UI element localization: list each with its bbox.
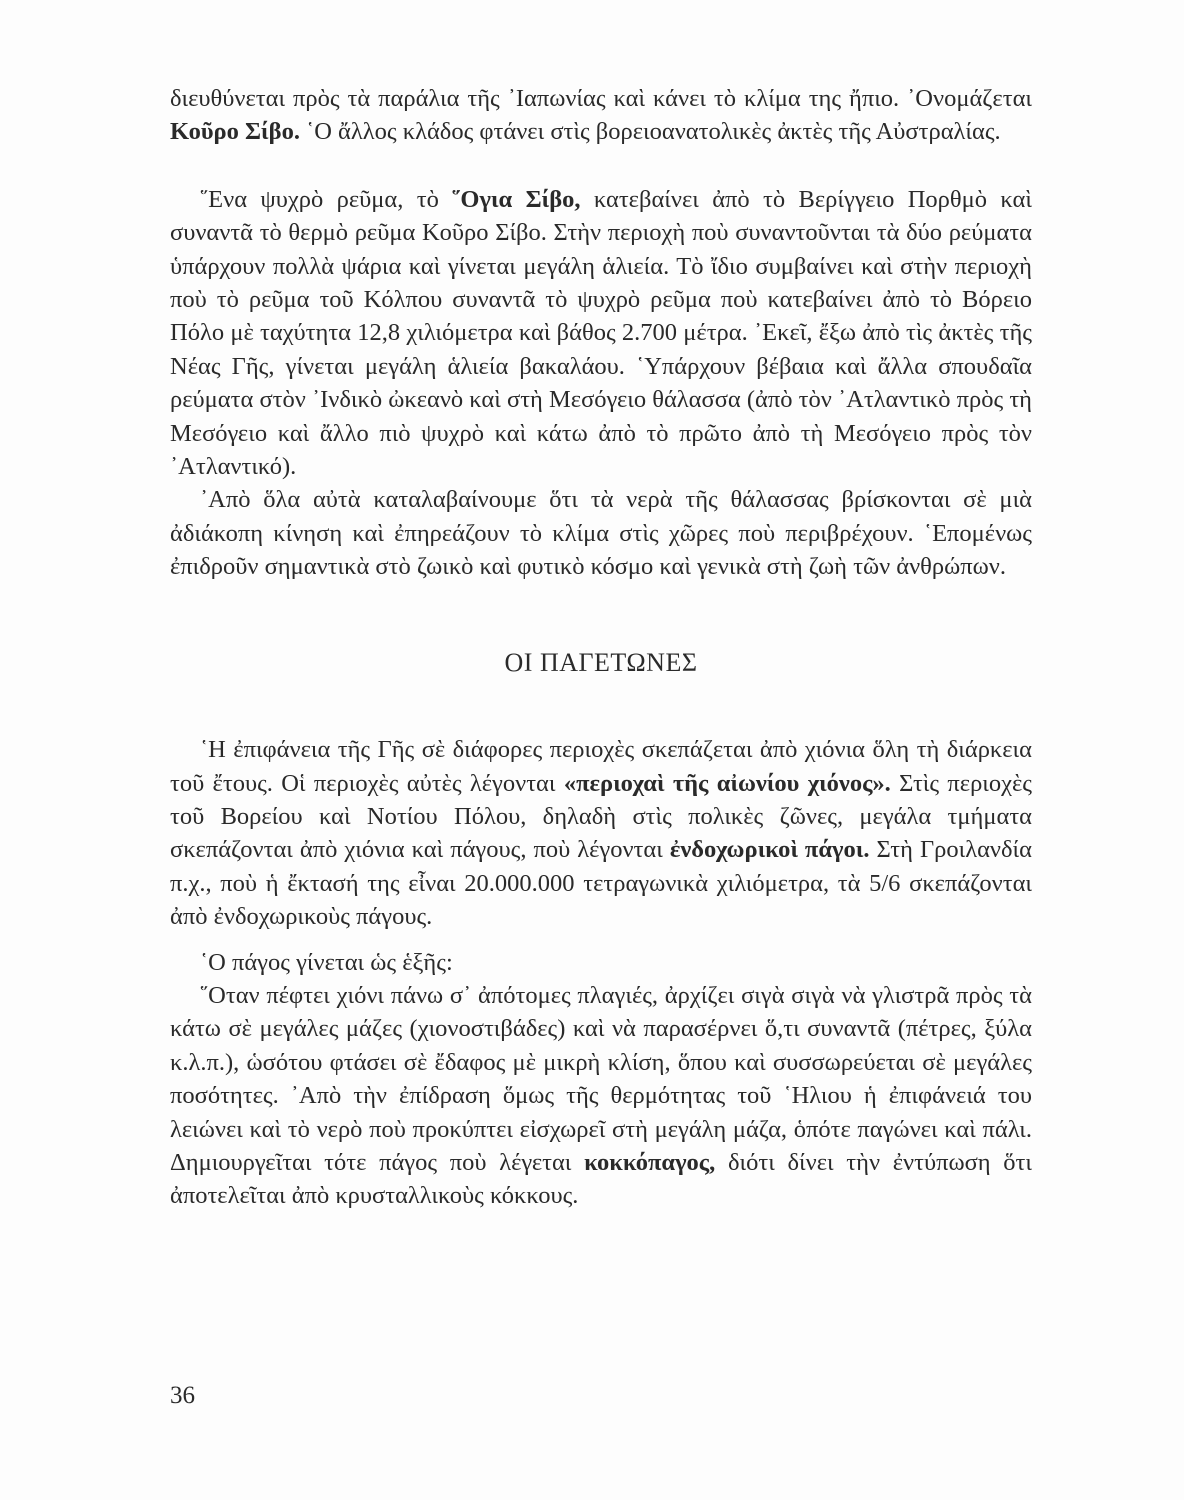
text-run: Στὴ Γροιλανδία π.χ., ποὺ ἡ ἔκτασή της εἶναι 20.000.000 τετραγωνικὰ χιλιόμετρα, τὰ 5/6 σκεπάζονται ἀπὸ ἐνδοχωρικοὺς πάγους. xyxy=(170,836,1032,931)
text-run: ῞Ενα ψυχρὸ ρεῦμα, τὸ xyxy=(200,185,453,213)
paragraph-conclusion: ᾽Απὸ ὅλα αὐτὰ καταλαβαίνουμε ὅτι τὰ νερὰ τῆς θάλασσας βρίσκονται σὲ μιὰ ἀδιάκοπη κίνηση καὶ ἐπηρεάζουν τὸ κλίμα στὶς χῶρες ποὺ περιβρέχουν. ῾Επομένως ἐπιδροῦν σημαντικὰ στὸ ζωικὸ καὶ φυτικὸ κόσμο καὶ γενικὰ στὴ ζωὴ τῶν ἀνθρώπων. xyxy=(170,486,1032,581)
page-number: 36 xyxy=(170,1382,195,1409)
text-run: ῾Η ἐπιφάνεια τῆς Γῆς σὲ διάφορες περιοχὲς σκεπάζεται ἀπὸ χιόνια ὅλη τὴ διάρκεια τοῦ ἔτους. Οἱ περιοχὲς αὐτὲς λέγονται xyxy=(170,736,1032,797)
page-body xyxy=(170,82,1032,1213)
text-run: διευθύνεται πρὸς τὰ παράλια τῆς ᾽Ιαπωνίας καὶ κάνει τὸ κλίμα της ἤπιο. ᾽Ονομάζεται xyxy=(170,85,1032,112)
section-heading-glaciers: ΟΙ ΠΑΓΕΤΩΝΕΣ xyxy=(504,647,698,677)
bold-term: κοκκόπαγος, xyxy=(584,1148,716,1176)
text-run: ῾Ο ἄλλος κλάδος φτάνει στὶς βορειοανατολικὲς ἀκτὲς τῆς Αὐστραλίας. xyxy=(299,118,1001,146)
paragraph-ice-formation xyxy=(170,979,1032,1213)
bold-term: ἐνδοχωρικοὶ πάγοι. xyxy=(669,836,870,864)
paragraph-oyashio xyxy=(170,183,1032,484)
text-run: Στὶς περιοχὲς τοῦ Βορείου καὶ Νοτίου Πόλου, δηλαδὴ στὶς πολικὲς ζῶνες, μεγάλα τμήματα σκεπάζονται ἀπὸ χιόνια καὶ πάγους, ποὺ λέγονται xyxy=(170,769,1033,864)
text-run: κατεβαίνει ἀπὸ τὸ Βερίγγειο Πορθμὸ καὶ συναντᾶ τὸ θερμὸ ρεῦμα Κοῦρο Σίβο. Στὴν περιοχὴ ποὺ συναντοῦνται τὰ δύο ρεύματα ὑπάρχουν πολλὰ ψάρια καὶ γίνεται μεγάλη ἁλιεία. Τὸ ἴδιο συμβαίνει καὶ στὴν περιοχὴ ποὺ τὸ ρεῦμα τοῦ Κόλπου συναντᾶ τὸ ψυχρὸ ρεῦμα ποὺ κατεβαίνει ἀπὸ τὸ Βόρειο Πόλο μὲ ταχύτητα 12,8 χιλιόμετρα καὶ βάθος 2.700 μέτρα. ᾽Εκεῖ, ἔξω ἀπὸ τὶς ἀκτὲς τῆς Νέας Γῆς, γίνεται μεγάλη ἁλιεία βακαλάου. ῾Υπάρχουν βέβαια καὶ ἄλλα σπουδαῖα ρεύματα στὸν ᾽Ινδικὸ ὠκεανὸ καὶ στὴ Μεσόγειο θάλασσα (ἀπὸ τὸν ᾽Ατλαντικὸ πρὸς τὴ Μεσόγειο καὶ ἄλλο πιὸ ψυχρὸ καὶ κάτω ἀπὸ τὸ πρῶτο ἀπὸ τὴ Μεσόγειο πρὸς τὸν ᾽Ατλαντικό). xyxy=(170,185,1032,481)
bold-term: «περιοχαὶ τῆς αἰωνίου χιόνος». xyxy=(563,769,891,797)
text-run: ῞Οταν πέφτει χιόνι πάνω σ᾽ ἀπότομες πλαγιές, ἀρχίζει σιγὰ σιγὰ νὰ γλιστρᾶ πρὸς τὰ κάτω σὲ μεγάλες μάζες (χιονοστιβάδες) καὶ νὰ παρασέρνει ὅ,τι συναντᾶ (πέτρες, ξύλα κ.λ.π.), ὡσότου φτάσει σὲ ἔδαφος μὲ μικρὴ κλίση, ὅπου καὶ συσσωρεύεται σὲ μεγάλες ποσότητες. ᾽Απὸ τὴν ἐπίδραση ὅμως τῆς θερμότητας τοῦ ῾Ηλιου ἡ ἐπιφάνειά του λειώνει καὶ τὸ νερὸ ποὺ προκύπτει εἰσχωρεῖ στὴ μεγάλη μάζα, ὁπότε παγώνει καὶ πάλι. Δημιουργεῖται τότε πάγος ποὺ λέγεται xyxy=(170,981,1032,1176)
paragraph-ice-formation-intro: ῾Ο πάγος γίνεται ὡς ἑξῆς: xyxy=(200,948,453,976)
bold-term: Κοῦρο Σίβο. xyxy=(170,118,300,146)
bold-term: ῞Ογια Σίβο, xyxy=(452,185,581,213)
text-run: διότι δίνει τὴν ἐντύπωση ὅτι ἀποτελεῖται ἀπὸ κρυσταλλικοὺς κόκκους. xyxy=(170,1148,1032,1210)
paragraph-eternal-snow xyxy=(170,733,1032,933)
paragraph-kuro-shio xyxy=(170,82,1032,149)
